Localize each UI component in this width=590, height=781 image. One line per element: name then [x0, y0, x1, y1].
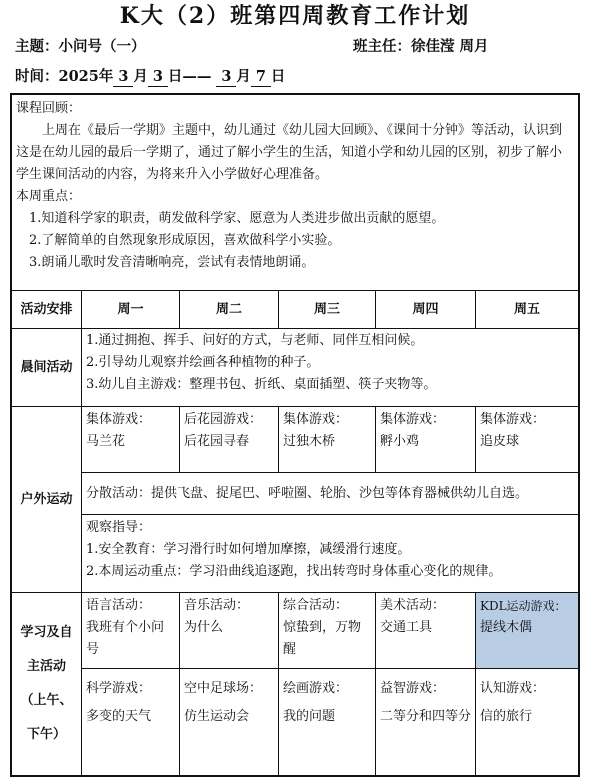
activity-type: 语言活动：: [86, 598, 152, 613]
outdoor-game: [376, 407, 476, 473]
game-name: 孵小鸡: [380, 434, 420, 449]
activity-type: 认知游戏：: [480, 681, 546, 696]
game-name: 后花园寻春: [184, 434, 250, 449]
activity-name: 为什么: [184, 620, 224, 635]
teacher-label: 班主任：: [353, 38, 411, 55]
study-activity: [376, 669, 476, 775]
activity-name: 仿生运动会: [184, 709, 250, 724]
guide-item: 2.本周运动重点：学习沿曲线追逐跑，找出转弯时身体重心变化的规律。: [86, 564, 502, 579]
activity-name: 多变的天气: [86, 709, 152, 724]
time-year: 2025年: [58, 68, 114, 85]
end-day: 7: [251, 68, 271, 87]
teacher-value: 徐佳滢 周月: [411, 38, 489, 55]
study-label-line: 学习及自: [20, 625, 73, 640]
activity-name: 提线木偶: [480, 620, 533, 635]
activity-type: 音乐活动：: [184, 598, 250, 613]
focus-item: 2.了解简单的自然现象形成原因，喜欢做科学小实验。: [29, 233, 341, 248]
morning-item: 1.通过拥抱、挥手、问好的方式，与老师、同伴互相问候。: [86, 333, 424, 348]
game-type: 后花园游戏：: [184, 412, 263, 427]
outdoor-game: [82, 407, 180, 473]
morning-cell: [82, 329, 578, 407]
activity-type: 综合活动：: [283, 598, 349, 613]
activity-type: 益智游戏：: [380, 681, 446, 696]
time-line: [15, 66, 285, 88]
game-name: 追皮球: [480, 434, 520, 449]
game-type: 集体游戏：: [283, 412, 349, 427]
plan-table: [10, 93, 580, 777]
focus-item: 1.知道科学家的职责，萌发做科学家、愿意为人类进步做出贡献的愿望。: [29, 211, 445, 226]
teacher-line: [353, 36, 489, 58]
end-month: 3: [216, 68, 236, 87]
theme-line: [15, 36, 146, 58]
study-activity: [82, 669, 180, 775]
start-month-text: 月: [133, 68, 148, 85]
activity-type: 空中足球场：: [184, 681, 263, 696]
activity-name: 我班有个小问号: [86, 620, 165, 657]
page-title: K大（2）班第四周教育工作计划: [119, 3, 471, 29]
activity-name: 二等分和四等分: [380, 709, 472, 724]
game-name: 过独木桥: [283, 434, 336, 449]
outdoor-game: [180, 407, 279, 473]
day-header: 周三: [279, 291, 376, 329]
review-heading: 课程回顾：: [16, 101, 82, 116]
study-label-line: 下午）: [26, 727, 66, 742]
study-label-line: （上午、: [20, 693, 73, 708]
study-activity: [376, 593, 476, 669]
study-activity-highlighted: [476, 593, 578, 669]
activity-type: KDL运动游戏：: [480, 599, 567, 613]
focus-item: 3.朗诵儿歌时发音清晰响亮，尝试有表情地朗诵。: [29, 255, 315, 270]
review-cell: [12, 95, 578, 291]
guide-item: 1.安全教育：学习滑行时如何增加摩擦，减缓滑行速度。: [86, 542, 411, 557]
outdoor-game: [476, 407, 578, 473]
study-activity: [82, 593, 180, 669]
game-type: 集体游戏：: [480, 412, 546, 427]
activity-type: 绘画游戏：: [283, 681, 349, 696]
day-header: 周五: [476, 291, 578, 329]
time-label: 时间：: [15, 68, 59, 85]
outdoor-label: 户外运动: [12, 407, 82, 593]
start-day-text: 日——: [167, 68, 217, 85]
game-name: 马兰花: [86, 434, 126, 449]
review-body: 上周在《最后一学期》主题中，幼儿通过《幼儿园大回顾》、《课间十分钟》等活动，认识到这是在幼儿园的最后一学期了，通过了解小学生的生活，知道小学和幼儿园的区别，初步了解小学生课间活动的内容，为将来升入小学做好心理准备。: [16, 123, 563, 182]
day-header: 周二: [180, 291, 279, 329]
scattered-activity: 分散活动：提供飞盘、捉尾巴、呼啦圈、轮胎、沙包等体育器械供幼儿自选。: [82, 473, 578, 515]
game-type: 集体游戏：: [380, 412, 446, 427]
day-header: 周四: [376, 291, 476, 329]
end-month-text: 月: [236, 68, 251, 85]
theme-label: 主题：: [15, 38, 59, 55]
guide-heading: 观察指导：: [86, 520, 152, 535]
day-header: 周一: [82, 291, 180, 329]
activity-type: 科学游戏：: [86, 681, 152, 696]
activity-name: 惊蛰到，万物醒: [283, 620, 362, 657]
end-day-text: 日: [270, 68, 286, 85]
activity-name: 交通工具: [380, 620, 433, 635]
focus-heading: 本周重点：: [16, 189, 82, 204]
start-month: 3: [113, 68, 133, 87]
theme-value: 小问号（一）: [58, 38, 146, 55]
study-activity: [279, 669, 376, 775]
study-activity: [476, 669, 578, 775]
morning-item: 2.引导幼儿观察并绘画各种植物的种子。: [86, 355, 320, 370]
morning-label: 晨间活动: [12, 329, 82, 407]
study-label: [12, 593, 82, 775]
activity-name: 我的问题: [283, 709, 336, 724]
guide-cell: [82, 515, 578, 593]
activity-name: 信的旅行: [480, 709, 533, 724]
study-activity: [180, 669, 279, 775]
morning-item: 3.幼儿自主游戏：整理书包、折纸、桌面插塑、筷子夹物等。: [86, 377, 437, 392]
study-activity: [180, 593, 279, 669]
game-type: 集体游戏：: [86, 412, 152, 427]
outdoor-game: [279, 407, 376, 473]
activity-type: 美术活动：: [380, 598, 446, 613]
start-day: 3: [148, 68, 168, 87]
study-label-line: 主活动: [26, 659, 66, 674]
arrange-header: 活动安排: [12, 291, 82, 329]
study-activity: [279, 593, 376, 669]
